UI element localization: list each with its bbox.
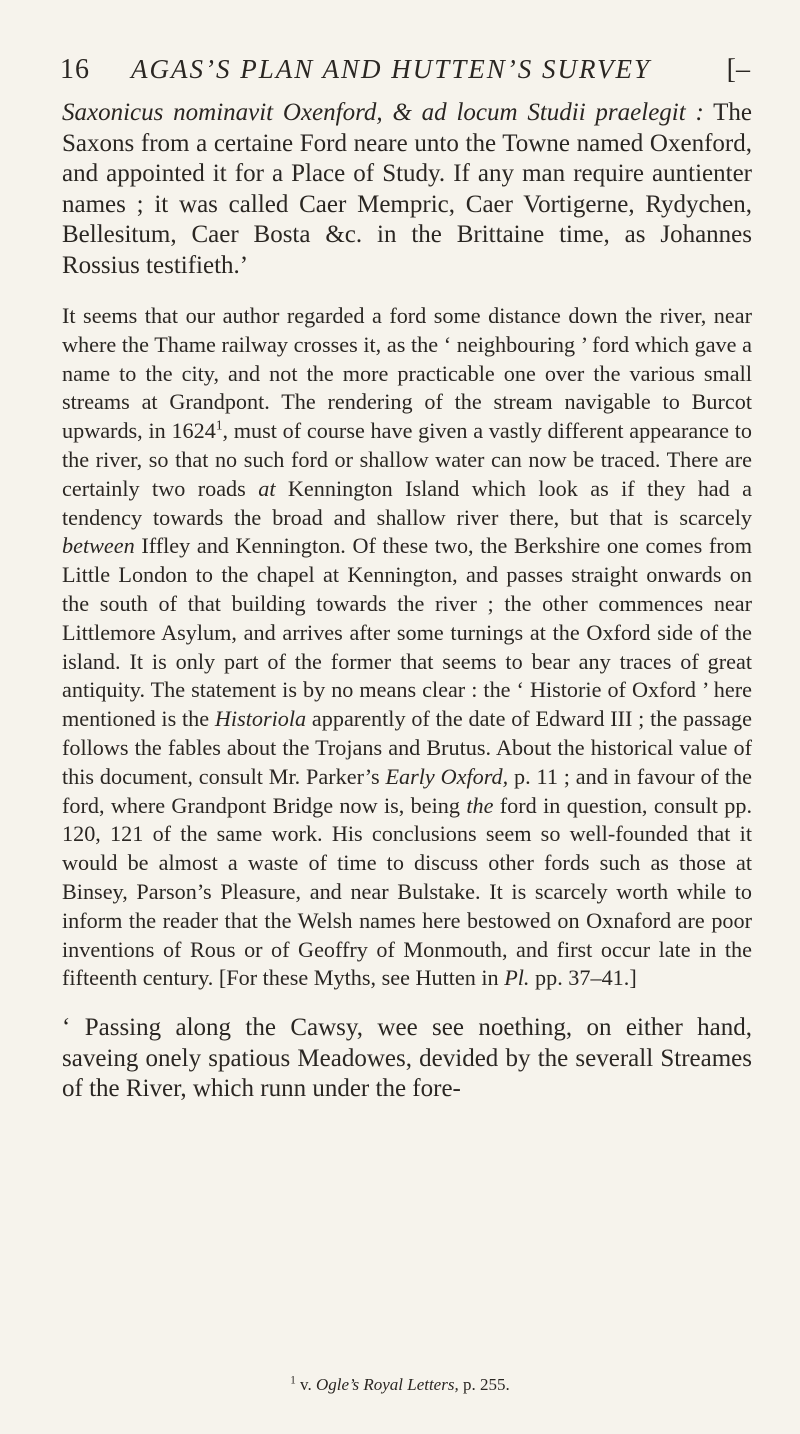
header-bracket: [– xyxy=(726,54,750,85)
quote-paragraph xyxy=(62,98,752,281)
page-header xyxy=(60,54,750,94)
commentary-text-2: , must of course have given a vastly different appearance to the river, so that no such ford or shallow water can now be traced. There are certainly two roads xyxy=(62,418,752,501)
footnote-prefix: v. xyxy=(300,1375,312,1394)
latin-quote-part-2: ad locum Studii praelegit : xyxy=(421,99,704,126)
commentary-text-5: apparently of the date of Edward III ; the passage follows the fables about the Trojans and Brutus. About the historical value of this document, consult Mr. Parker’s xyxy=(62,706,752,789)
commentary-italic-pl: Pl. xyxy=(504,965,530,991)
commentary-italic-at: at xyxy=(258,475,276,501)
footnote xyxy=(0,1375,800,1395)
commentary-text-4: Iffley and Kennington. Of these two, the Berkshire one comes from Little London to the chapel at Kennington, and passes straight onwards on the south of that building towards the river ; the other commences near Littlemore Asylum, and arrives after some turnings at the Oxford side of the island. It is only part of the former that seems to bear any traces of great antiquity. The statement is by no means clear : the ‘ Historie of Oxford ’ here mentioned is the xyxy=(62,533,752,732)
commentary-text-8: pp. 37–41.] xyxy=(535,965,637,991)
english-quote: The Saxons from a certaine Ford neare unto the Towne named Oxenford, and appointed it for a Place of Study. If any man require auntienter names ; it was called Caer Mempric, Caer Vortigerne, Rydychen, Bellesitum, Caer Bosta &c. in the Brittaine time, as Johannes Rossius testifieth.’ xyxy=(62,99,752,279)
body-text xyxy=(62,98,752,1105)
next-quote-paragraph: ‘ Passing along the Cawsy, wee see noething, on either hand, saveing onely spatious Meadowes, devided by the severall Streames of the River, which runn under the fore- xyxy=(62,1014,752,1103)
footnote-mark: 1 xyxy=(290,1374,296,1387)
footnote-title: Ogle’s Royal Letters, xyxy=(315,1375,459,1394)
commentary-italic-early-oxford: Early Oxford, xyxy=(385,763,509,789)
commentary-text-1: It seems that our author regarded a ford some distance down the river, near where the Thame railway crosses it, as the ‘ neighbouring ’ ford which gave a name to the city, and not the more practicable one over the various small streams at Grandpont. The rendering of the stream navigable to Burcot upwards, in 1624 xyxy=(62,303,752,444)
latin-ampersand: & xyxy=(392,99,412,126)
latin-quote-part-1: Saxonicus nominavit Oxenford, xyxy=(62,99,383,126)
commentary-text-3: Kennington Island which look as if they had a tendency towards the broad and shallow river there, but that is scarcely xyxy=(62,475,753,530)
page-number: 16 xyxy=(60,54,90,85)
commentary-text-6: p. 11 ; and in favour of the ford, where Grandpont Bridge now is, being xyxy=(62,763,752,818)
commentary-text-7: ford in question, consult pp. 120, 121 of the same work. His conclusions seem so well-founded that it would be almost a waste of time to discuss other fords such as those at Binsey, Parson’s Pleasure, and near Bulstake. It is scarcely worth while to inform the reader that the Welsh names here bestowed on Oxnaford are poor inventions of Rous or of Geoffry of Monmouth, and first occur late in the fifteenth century. [For these Myths, see Hutten in xyxy=(62,792,752,991)
running-title: AGAS’S PLAN AND HUTTEN’S SURVEY xyxy=(130,54,652,84)
footnote-reference: 1 xyxy=(215,417,223,433)
commentary-paragraph xyxy=(62,302,752,993)
footnote-page: p. 255. xyxy=(462,1375,510,1394)
commentary-italic-historiola: Historiola xyxy=(214,706,307,732)
commentary-italic-between: between xyxy=(62,533,135,559)
commentary-italic-the: the xyxy=(466,792,494,818)
